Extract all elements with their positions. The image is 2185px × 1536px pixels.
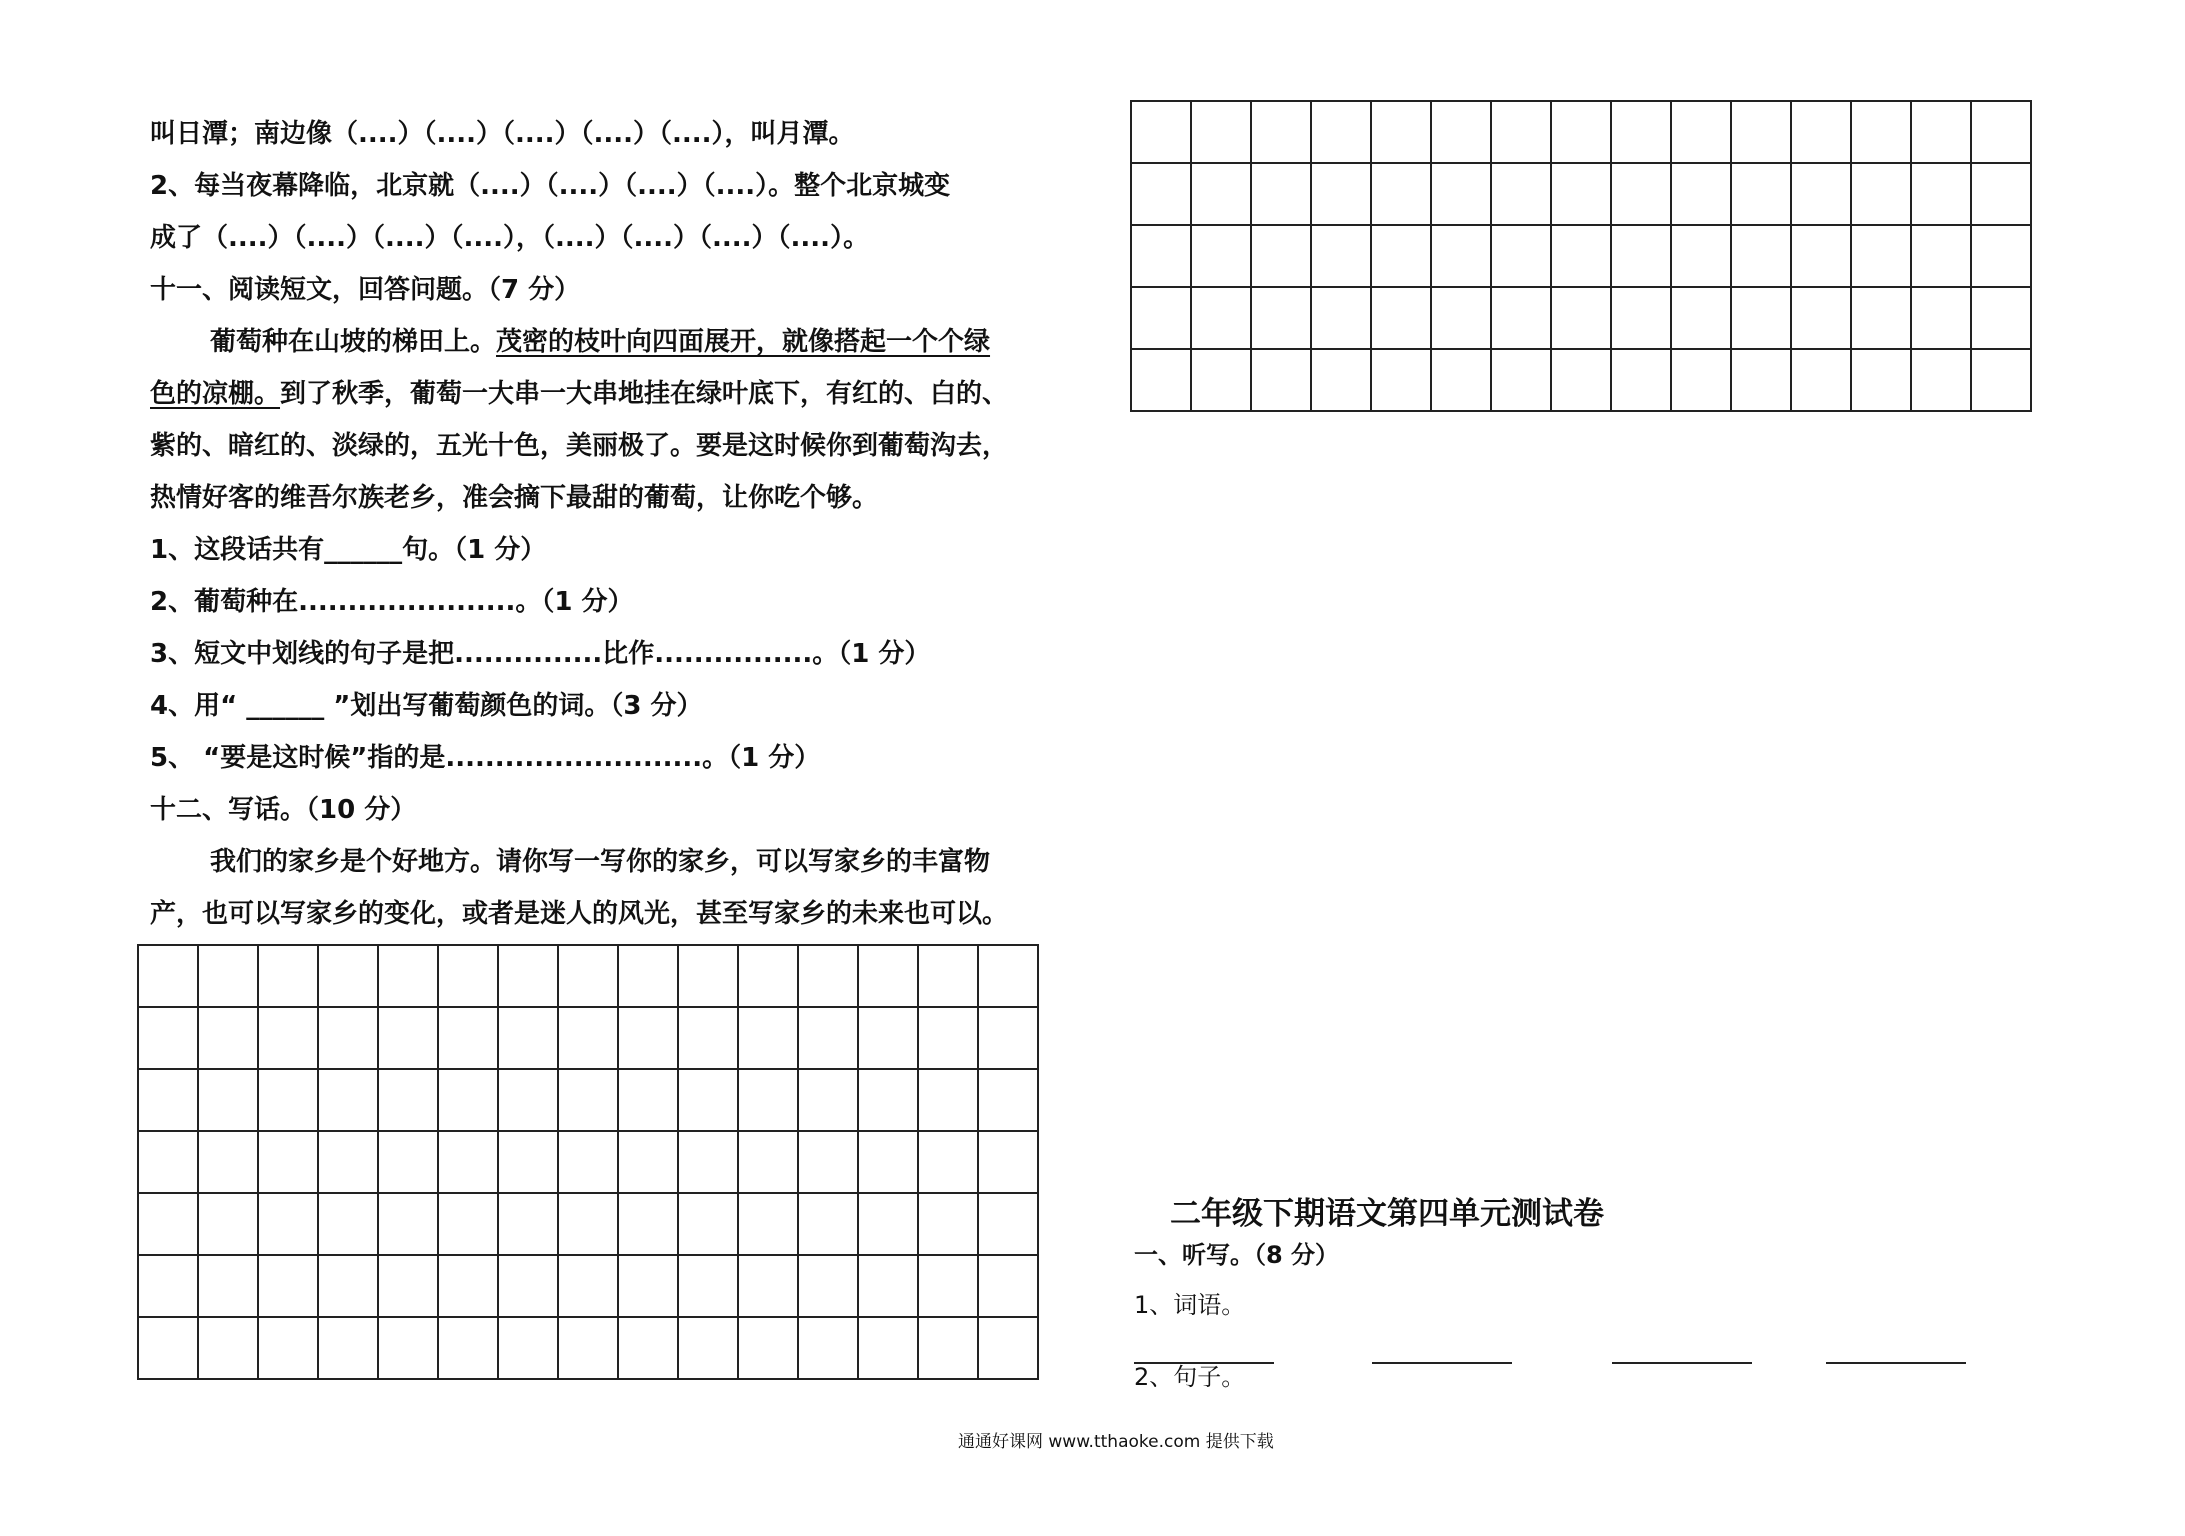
- grid-cell: [1132, 288, 1192, 350]
- grid-cell: [379, 1132, 439, 1194]
- exam-title: 二年级下期语文第四单元测试卷: [1170, 1196, 1604, 1232]
- grid-cell: [1732, 102, 1792, 164]
- text-line-3: 成了（....）（....）（....）（....），（....）（....）（....）（....）。: [150, 223, 870, 253]
- grid-cell: [919, 1008, 979, 1070]
- grid-cell: [679, 1132, 739, 1194]
- question-3: 3、短文中划线的句子是把...............比作................。（1 分）: [150, 639, 931, 669]
- grid-cell: [919, 1070, 979, 1132]
- grid-cell: [379, 1194, 439, 1256]
- grid-cell: [859, 1318, 919, 1380]
- grid-cell: [1792, 164, 1852, 226]
- grid-cell: [739, 946, 799, 1008]
- grid-cell: [799, 1194, 859, 1256]
- grid-cell: [379, 1318, 439, 1380]
- grid-cell: [139, 1256, 199, 1318]
- grid-cell: [1852, 288, 1912, 350]
- grid-cell: [1192, 288, 1252, 350]
- grid-cell: [139, 1194, 199, 1256]
- grid-cell: [1432, 164, 1492, 226]
- grid-cell: [859, 1256, 919, 1318]
- grid-cell: [1252, 164, 1312, 226]
- grid-cell: [1672, 102, 1732, 164]
- grid-cell: [1852, 226, 1912, 288]
- grid-cell: [979, 946, 1039, 1008]
- grid-cell: [1672, 164, 1732, 226]
- grid-cell: [919, 946, 979, 1008]
- grid-cell: [619, 1070, 679, 1132]
- grid-cell: [799, 1008, 859, 1070]
- grid-cell: [1852, 164, 1912, 226]
- grid-cell: [1372, 350, 1432, 412]
- grid-cell: [139, 1132, 199, 1194]
- grid-cell: [379, 1008, 439, 1070]
- grid-cell: [859, 1132, 919, 1194]
- grid-cell: [619, 1256, 679, 1318]
- text-line-2: 2、每当夜幕降临，北京就（....）（....）（....）（....）。整个北京城变: [150, 171, 951, 201]
- grid-cell: [139, 946, 199, 1008]
- grid-cell: [559, 1256, 619, 1318]
- grid-cell: [259, 1070, 319, 1132]
- grid-cell: [259, 1318, 319, 1380]
- grid-cell: [1432, 350, 1492, 412]
- grid-cell: [319, 1008, 379, 1070]
- grid-cell: [739, 1194, 799, 1256]
- dictation-item-sentences: 2、句子。: [1134, 1363, 1246, 1391]
- grid-cell: [1252, 350, 1312, 412]
- grid-cell: [799, 1256, 859, 1318]
- grid-cell: [979, 1008, 1039, 1070]
- grid-cell: [979, 1318, 1039, 1380]
- grid-cell: [499, 1070, 559, 1132]
- grid-cell: [1312, 350, 1372, 412]
- grid-cell: [1432, 226, 1492, 288]
- grid-cell: [1492, 102, 1552, 164]
- grid-cell: [199, 1008, 259, 1070]
- grid-cell: [1312, 164, 1372, 226]
- grid-cell: [499, 1008, 559, 1070]
- grid-cell: [259, 946, 319, 1008]
- grid-cell: [1912, 226, 1972, 288]
- grid-cell: [1972, 350, 2032, 412]
- grid-cell: [1132, 164, 1192, 226]
- grid-cell: [1672, 226, 1732, 288]
- grid-cell: [1432, 102, 1492, 164]
- grid-cell: [199, 946, 259, 1008]
- grid-cell: [1492, 164, 1552, 226]
- grid-cell: [1372, 102, 1432, 164]
- grid-cell: [559, 1194, 619, 1256]
- footer-source: 通通好课网 www.tthaoke.com 提供下载: [958, 1432, 1274, 1452]
- grid-cell: [1972, 226, 2032, 288]
- grid-cell: [319, 1070, 379, 1132]
- grid-cell: [919, 1256, 979, 1318]
- grid-cell: [319, 1194, 379, 1256]
- grid-cell: [259, 1132, 319, 1194]
- grid-cell: [1372, 226, 1432, 288]
- grid-cell: [259, 1008, 319, 1070]
- grid-cell: [1312, 102, 1372, 164]
- grid-cell: [499, 946, 559, 1008]
- grid-cell: [1492, 350, 1552, 412]
- grid-cell: [1492, 226, 1552, 288]
- grid-cell: [1492, 288, 1552, 350]
- question-4: 4、用“ ______ ”划出写葡萄颜色的词。（3 分）: [150, 691, 703, 721]
- grid-cell: [1732, 226, 1792, 288]
- grid-cell: [679, 946, 739, 1008]
- text-line-1: 叫日潭；南边像（....）（....）（....）（....）（....），叫月潭。: [150, 119, 855, 149]
- grid-cell: [439, 1194, 499, 1256]
- grid-cell: [979, 1194, 1039, 1256]
- grid-cell: [919, 1318, 979, 1380]
- grid-cell: [379, 946, 439, 1008]
- writing-prompt-2: 产，也可以写家乡的变化，或者是迷人的风光，甚至写家乡的未来也可以。: [150, 899, 1009, 929]
- grid-cell: [319, 1256, 379, 1318]
- grid-cell: [439, 1132, 499, 1194]
- grid-cell: [1372, 164, 1432, 226]
- grid-cell: [1612, 350, 1672, 412]
- grid-cell: [1972, 164, 2032, 226]
- grid-cell: [139, 1008, 199, 1070]
- grid-cell: [619, 1194, 679, 1256]
- passage-line-1: [210, 326, 990, 358]
- grid-cell: [1792, 350, 1852, 412]
- grid-cell: [499, 1132, 559, 1194]
- grid-cell: [1252, 102, 1312, 164]
- underlined-sentence-end: 色的凉棚。: [150, 379, 281, 409]
- grid-cell: [679, 1194, 739, 1256]
- grid-cell: [799, 946, 859, 1008]
- grid-cell: [739, 1132, 799, 1194]
- grid-cell: [739, 1318, 799, 1380]
- grid-cell: [439, 1008, 499, 1070]
- grid-cell: [1612, 164, 1672, 226]
- grid-cell: [1252, 226, 1312, 288]
- grid-cell: [1852, 350, 1912, 412]
- grid-cell: [439, 946, 499, 1008]
- grid-cell: [1372, 288, 1432, 350]
- grid-cell: [1552, 102, 1612, 164]
- passage-line-4: 热情好客的维吾尔族老乡，准会摘下最甜的葡萄，让你吃个够。: [150, 483, 879, 513]
- grid-cell: [559, 946, 619, 1008]
- writing-grid-top: [1130, 100, 2032, 412]
- grid-cell: [1672, 350, 1732, 412]
- grid-cell: [919, 1194, 979, 1256]
- grid-cell: [1612, 288, 1672, 350]
- grid-cell: [1192, 350, 1252, 412]
- grid-cell: [1432, 288, 1492, 350]
- grid-cell: [1612, 102, 1672, 164]
- grid-cell: [799, 1318, 859, 1380]
- grid-cell: [499, 1194, 559, 1256]
- grid-cell: [679, 1008, 739, 1070]
- grid-cell: [1912, 102, 1972, 164]
- grid-cell: [439, 1070, 499, 1132]
- writing-grid-bottom: [137, 944, 1039, 1380]
- grid-cell: [979, 1132, 1039, 1194]
- dictation-item-words: 1、词语。: [1134, 1291, 1246, 1319]
- grid-cell: [1192, 102, 1252, 164]
- grid-cell: [1552, 350, 1612, 412]
- grid-cell: [979, 1070, 1039, 1132]
- grid-cell: [199, 1194, 259, 1256]
- grid-cell: [1132, 226, 1192, 288]
- grid-cell: [1312, 226, 1372, 288]
- grid-cell: [1612, 226, 1672, 288]
- grid-cell: [1132, 102, 1192, 164]
- grid-cell: [1672, 288, 1732, 350]
- grid-cell: [919, 1132, 979, 1194]
- grid-cell: [439, 1256, 499, 1318]
- grid-cell: [199, 1070, 259, 1132]
- grid-cell: [499, 1318, 559, 1380]
- answer-line: [1612, 1362, 1752, 1364]
- underlined-sentence: 茂密的枝叶向四面展开，就像搭起一个个绿: [496, 327, 991, 357]
- answer-line: [1372, 1362, 1512, 1364]
- grid-cell: [1132, 350, 1192, 412]
- grid-cell: [1912, 288, 1972, 350]
- grid-cell: [679, 1070, 739, 1132]
- grid-cell: [1732, 288, 1792, 350]
- grid-cell: [799, 1132, 859, 1194]
- grid-cell: [619, 1132, 679, 1194]
- grid-cell: [1852, 102, 1912, 164]
- grid-cell: [1552, 164, 1612, 226]
- question-2: 2、葡萄种在......................。（1 分）: [150, 587, 634, 617]
- section-12-heading: 十二、写话。（10 分）: [150, 795, 417, 825]
- grid-cell: [679, 1256, 739, 1318]
- grid-cell: [979, 1256, 1039, 1318]
- dictation-heading: 一、听写。（8 分）: [1134, 1241, 1340, 1269]
- grid-cell: [1912, 164, 1972, 226]
- grid-cell: [1192, 164, 1252, 226]
- grid-cell: [859, 1194, 919, 1256]
- grid-cell: [319, 946, 379, 1008]
- grid-cell: [739, 1070, 799, 1132]
- grid-cell: [319, 1318, 379, 1380]
- grid-cell: [499, 1256, 559, 1318]
- grid-cell: [1732, 350, 1792, 412]
- passage-line-3: 紫的、暗红的、淡绿的，五光十色，美丽极了。要是这时候你到葡萄沟去，: [150, 431, 1009, 461]
- grid-cell: [259, 1256, 319, 1318]
- grid-cell: [1552, 226, 1612, 288]
- grid-cell: [799, 1070, 859, 1132]
- grid-cell: [559, 1318, 619, 1380]
- grid-cell: [1792, 102, 1852, 164]
- grid-cell: [559, 1070, 619, 1132]
- grid-cell: [1192, 226, 1252, 288]
- grid-cell: [379, 1070, 439, 1132]
- grid-cell: [1732, 164, 1792, 226]
- question-1: 1、这段话共有______句。（1 分）: [150, 535, 547, 565]
- section-11-heading: 十一、阅读短文，回答问题。（7 分）: [150, 275, 581, 305]
- grid-cell: [199, 1256, 259, 1318]
- grid-cell: [319, 1132, 379, 1194]
- grid-cell: [739, 1256, 799, 1318]
- grid-cell: [379, 1256, 439, 1318]
- grid-cell: [439, 1318, 499, 1380]
- grid-cell: [259, 1194, 319, 1256]
- grid-cell: [859, 1008, 919, 1070]
- grid-cell: [1972, 102, 2032, 164]
- grid-cell: [619, 1008, 679, 1070]
- writing-prompt-1: 我们的家乡是个好地方。请你写一写你的家乡，可以写家乡的丰富物: [210, 847, 991, 877]
- grid-cell: [139, 1318, 199, 1380]
- grid-cell: [859, 1070, 919, 1132]
- question-5: 5、 “要是这时候”指的是..........................。（1 分）: [150, 743, 821, 773]
- grid-cell: [559, 1008, 619, 1070]
- passage-text: 葡萄种在山坡的梯田上。: [210, 327, 497, 357]
- grid-cell: [859, 946, 919, 1008]
- grid-cell: [1252, 288, 1312, 350]
- grid-cell: [199, 1132, 259, 1194]
- grid-cell: [679, 1318, 739, 1380]
- answer-line: [1826, 1362, 1966, 1364]
- grid-cell: [139, 1070, 199, 1132]
- grid-cell: [1312, 288, 1372, 350]
- grid-cell: [739, 1008, 799, 1070]
- passage-text: 到了秋季，葡萄一大串一大串地挂在绿叶底下，有红的、白的、: [280, 379, 1009, 409]
- grid-cell: [1792, 226, 1852, 288]
- grid-cell: [1972, 288, 2032, 350]
- grid-cell: [199, 1318, 259, 1380]
- passage-line-2: [150, 378, 1008, 410]
- grid-cell: [1552, 288, 1612, 350]
- grid-cell: [1792, 288, 1852, 350]
- grid-cell: [559, 1132, 619, 1194]
- grid-cell: [619, 946, 679, 1008]
- grid-cell: [619, 1318, 679, 1380]
- grid-cell: [1912, 350, 1972, 412]
